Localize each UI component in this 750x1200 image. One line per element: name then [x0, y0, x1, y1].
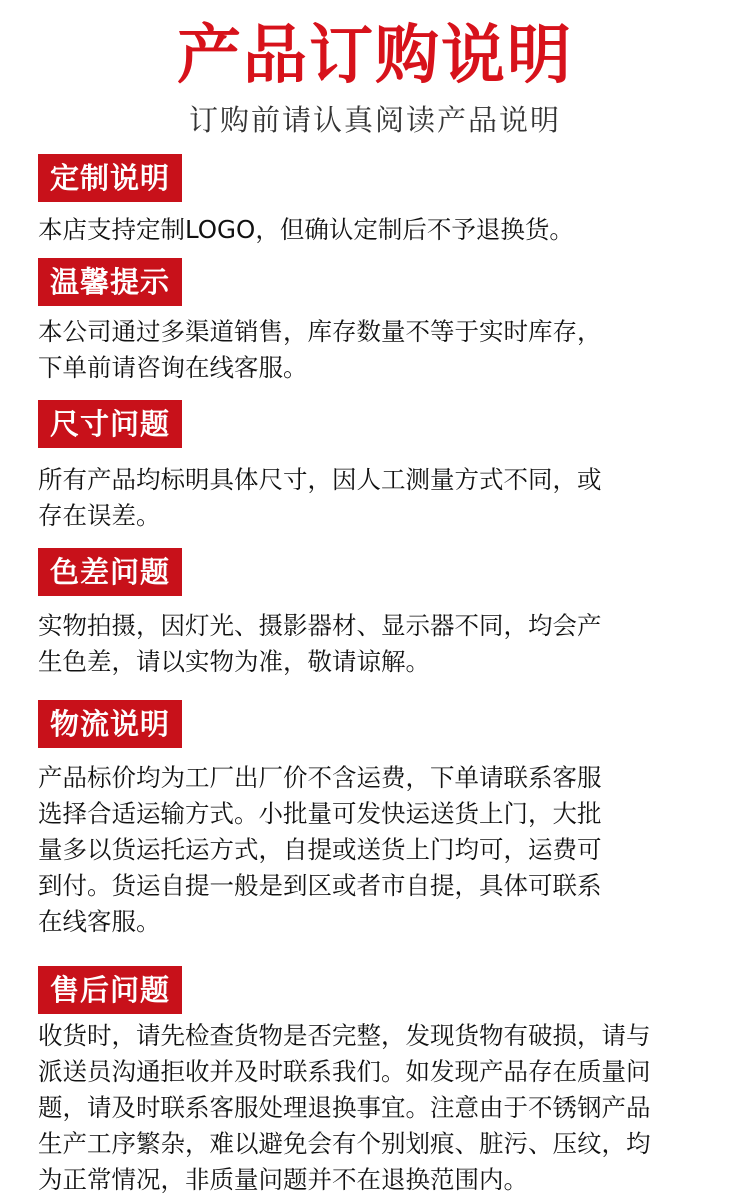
- section-heading-after-sales: 售后问题: [38, 966, 182, 1014]
- body-line: 下单前请咨询在线客服。: [38, 353, 308, 382]
- section-body-after-sales: [38, 1018, 728, 1198]
- section-heading-color-difference: 色差问题: [38, 548, 182, 596]
- section-heading-reminder: 温馨提示: [38, 258, 182, 306]
- section-heading-logistics: 物流说明: [38, 700, 182, 748]
- body-line: 在线客服。: [38, 907, 161, 936]
- body-line: 选择合适运输方式。小批量可发快运送货上门，大批: [38, 799, 602, 828]
- section-heading-customization: 定制说明: [38, 154, 182, 202]
- section-body-customization: [38, 212, 728, 248]
- body-line: 派送员沟通拒收并及时联系我们。如发现产品存在质量问: [38, 1057, 651, 1086]
- body-line: 生产工序繁杂，难以避免会有个别划痕、脏污、压纹，均: [38, 1129, 651, 1158]
- body-line: 到付。货运自提一般是到区或者市自提，具体可联系: [38, 871, 602, 900]
- body-line: 为正常情况，非质量问题并不在退换范围内。: [38, 1165, 528, 1194]
- body-line: 量多以货运托运方式，自提或送货上门均可，运费可: [38, 835, 602, 864]
- body-line: 收货时，请先检查货物是否完整，发现货物有破损，请与: [38, 1021, 651, 1050]
- section-body-size: [38, 462, 728, 534]
- body-line: 存在误差。: [38, 501, 161, 530]
- page-title: 产品订购说明: [177, 19, 573, 93]
- section-heading-size: 尺寸问题: [38, 400, 182, 448]
- body-line: 产品标价均为工厂出厂价不含运费，下单请联系客服: [38, 763, 602, 792]
- page-subtitle: 订购前请认真阅读产品说明: [188, 103, 561, 137]
- section-body-color-difference: [38, 608, 728, 680]
- body-line: 生色差，请以实物为准，敬请谅解。: [38, 647, 430, 676]
- body-line: 本公司通过多渠道销售，库存数量不等于实时库存，: [38, 317, 602, 346]
- body-line: 本店支持定制LOGO，但确认定制后不予退换货。: [38, 215, 574, 244]
- body-line: 题，请及时联系客服处理退换事宜。注意由于不锈钢产品: [38, 1093, 651, 1122]
- body-line: 实物拍摄，因灯光、摄影器材、显示器不同，均会产: [38, 611, 602, 640]
- section-body-logistics: [38, 760, 728, 940]
- section-body-reminder: [38, 314, 728, 386]
- body-line: 所有产品均标明具体尺寸，因人工测量方式不同，或: [38, 465, 602, 494]
